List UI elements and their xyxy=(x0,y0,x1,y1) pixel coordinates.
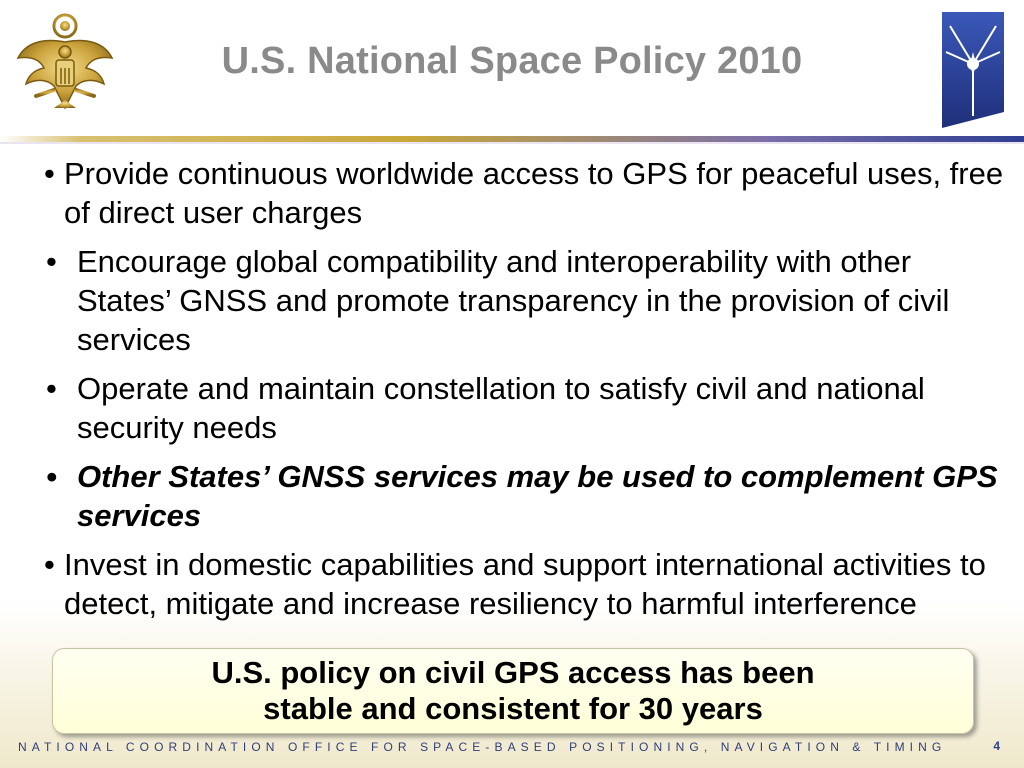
bullet-item xyxy=(40,369,1010,447)
bullet-item xyxy=(40,242,1010,359)
bullet-marker: • xyxy=(44,547,55,582)
bullet-text: Operate and maintain constellation to satisfy civil and national security needs xyxy=(77,371,925,445)
bullet-text: Other States’ GNSS services may be used to complement GPS services xyxy=(77,459,998,533)
policy-callout-box xyxy=(52,648,974,734)
bullet-marker: • xyxy=(46,244,57,279)
footer-organization: NATIONAL COORDINATION OFFICE FOR SPACE-BASED POSITIONING, NAVIGATION & TIMING xyxy=(18,740,947,754)
bullet-text: Encourage global compatibility and interoperability with other States’ GNSS and promote transparency in the provision of civil services xyxy=(77,244,950,357)
bullet-item xyxy=(40,545,1010,623)
bullet-marker: • xyxy=(46,371,57,406)
bullet-list xyxy=(40,154,1010,633)
bullet-item xyxy=(40,154,1010,232)
callout-line-1: U.S. policy on civil GPS access has been xyxy=(211,655,815,690)
bullet-item-emphasized xyxy=(40,457,1010,535)
slide-title: U.S. National Space Policy 2010 xyxy=(221,40,803,82)
great-seal-eagle-icon xyxy=(14,12,116,116)
bullet-marker: • xyxy=(46,459,57,494)
star-compass-logo-icon xyxy=(942,12,1004,128)
bullet-text: Provide continuous worldwide access to GPS for peaceful uses, free of direct user charges xyxy=(64,156,1004,230)
bullet-marker: • xyxy=(44,156,55,191)
header-divider-shadow xyxy=(0,142,1024,144)
page-number: 4 xyxy=(993,739,1000,753)
callout-line-2: stable and consistent for 30 years xyxy=(263,691,763,726)
bullet-text: Invest in domestic capabilities and support international activities to detect, mitigate and increase resiliency to harmful interference xyxy=(64,547,986,621)
